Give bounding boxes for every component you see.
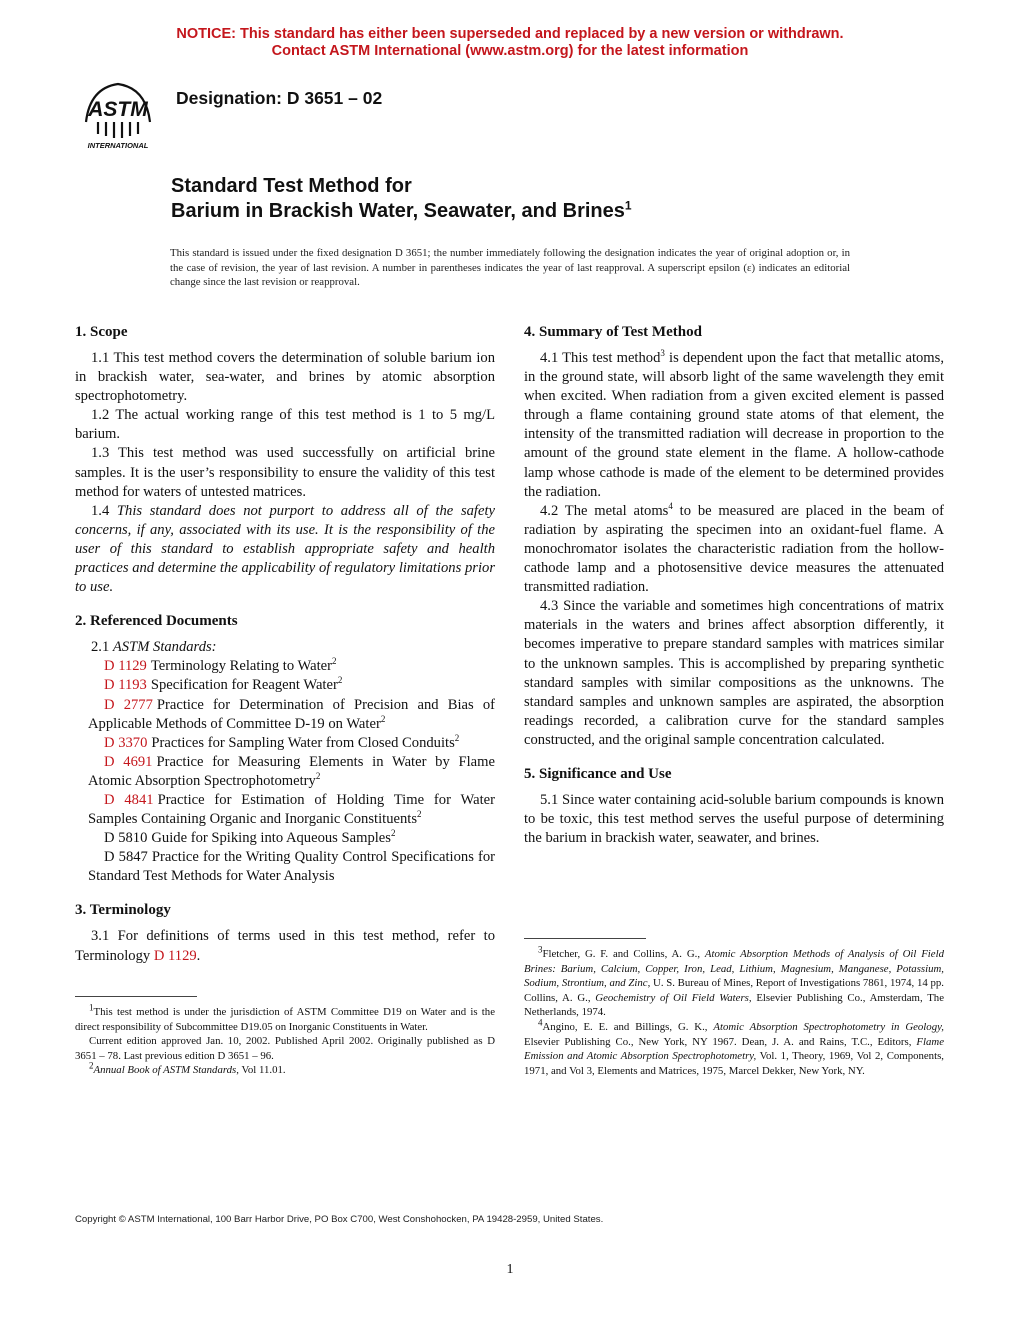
- right-column: [524, 322, 945, 1077]
- footnote-divider: [524, 938, 646, 939]
- footnote-text: Elsevier Publishing Co., New York, NY 1967. Dean, J. A. and Rains, T.C., Editors,: [524, 1035, 917, 1048]
- reference-code: D 5810: [104, 830, 148, 847]
- footnote-ref[interactable]: 4: [668, 500, 673, 511]
- paragraph: 4.3 Since the variable and sometimes high concentrations of matrix materials in the waters and brines affect absorption differently, it becomes imperative to prepare standard samples with matrices similar to the unknown samples. This is accomplished by preparing synthetic standard samples with similar compositions as the unknowns. The standard samples and unknown samples are aspirated, the absorption readings recorded, a calibration curve for the standard samples constructed, and the original sample concentration calculated.: [524, 598, 944, 748]
- section-heading: 4. Summary of Test Method: [524, 324, 702, 340]
- page-number: 1: [506, 1262, 514, 1277]
- reference-item: [75, 791, 495, 829]
- footnote: [524, 944, 944, 1020]
- notice-line-2: Contact ASTM International (www.astm.org) for the latest information: [271, 43, 749, 59]
- paragraph: [75, 502, 495, 597]
- title-footnote-ref[interactable]: 1: [624, 198, 632, 213]
- reference-code[interactable]: D 4841: [104, 791, 154, 808]
- section-heading: 2. Referenced Documents: [75, 613, 238, 630]
- reference-code[interactable]: D 1193: [104, 677, 147, 694]
- footnote: [75, 1002, 495, 1034]
- footnote-text: , Vol 11.01.: [236, 1064, 286, 1077]
- paragraph: [75, 927, 495, 965]
- section-heading: 1. Scope: [75, 324, 128, 340]
- footnote-italic: Atomic Absorption Spectrophotometry in Geology,: [713, 1020, 944, 1033]
- footnote-ref[interactable]: 2: [331, 656, 337, 667]
- paragraph: [524, 349, 944, 502]
- reference-item: [75, 657, 495, 676]
- footnote-ref[interactable]: 2: [315, 771, 321, 782]
- footnote-ref[interactable]: 2: [380, 713, 386, 724]
- footnote-text: Angino, E. E. and Billings, G. K.,: [542, 1020, 714, 1033]
- title-line-1: Standard Test Method for: [171, 175, 412, 197]
- paragraph: 1.3 This test method was used successfully on artificial brine samples. It is the user’s responsibility to ensure the validity of this test method for waters of untested matrices.: [75, 445, 495, 500]
- section-referenced-documents: [75, 611, 495, 886]
- paragraph: [524, 502, 944, 597]
- designation: Designation: D 3651 – 02: [176, 88, 383, 108]
- reference-item: [75, 734, 495, 753]
- paragraph-number: 2.1: [91, 639, 113, 656]
- footnotes-right: [524, 938, 944, 1078]
- footnote-divider: [75, 996, 197, 997]
- footnote-text: This test method is under the jurisdiction of ASTM Committee D19 on Water and is the direct responsibility of Subcommittee D19.05 on Inorganic Constituents in Water.: [75, 1006, 495, 1033]
- paragraph: 1.2 The actual working range of this test method is 1 to 5 mg/L barium.: [75, 407, 495, 443]
- footnotes-left: [75, 996, 495, 1078]
- reference-title: Terminology Relating to Water: [150, 658, 332, 675]
- title-line-2: [171, 199, 632, 224]
- document-title: [171, 174, 632, 224]
- footnote-number: 4: [538, 1017, 543, 1028]
- reference-code[interactable]: D 1129: [104, 658, 147, 675]
- paragraph-text: 3.1 For definitions of terms used in this test method, refer to Terminology: [75, 928, 495, 964]
- footnote-italic: Atomic Absorption Methods of Analysis of Oil Field Brines: Barium, Calcium, Copper, Iron, Lead, Lithium, Magnesium, Manganese, Potassium, Sodium, Strontium, and Zinc,: [524, 948, 944, 990]
- footnote-ref[interactable]: 2: [390, 828, 396, 839]
- copyright-line: Copyright © ASTM International, 100 Barr Harbor Drive, PO Box C700, West Conshohocken, PA 19428-2959, United States.: [75, 1214, 604, 1225]
- paragraph: 5.1 Since water containing acid-soluble barium compounds is known to be toxic, this test method serves the useful purpose of determining the barium in brackish water, seawater, and brines.: [524, 791, 944, 847]
- footnote-italic: Annual Book of ASTM Standards: [93, 1064, 237, 1077]
- section-terminology: [75, 900, 495, 965]
- footnote-text: Elsevier Publishing Co., Amsterdam, The Netherlands, 1974.: [524, 991, 944, 1019]
- section-significance: [524, 764, 944, 848]
- footnote-number: 3: [538, 944, 543, 955]
- astm-logo: [72, 76, 164, 152]
- reference-title: Practice for Measuring Elements in Water by Flame Atomic Absorption Spectrophotometry: [88, 753, 495, 789]
- reference-code[interactable]: D 3370: [104, 734, 148, 751]
- footnote-number: 1: [89, 1002, 94, 1013]
- section-heading: 5. Significance and Use: [524, 765, 672, 782]
- reference-title: Specification for Reagent Water: [150, 677, 338, 694]
- paragraph-text: 4.1 This test method: [540, 350, 661, 366]
- footnote-ref[interactable]: 3: [660, 348, 665, 359]
- reference-item: [75, 829, 495, 848]
- footnote-number: 2: [89, 1060, 94, 1071]
- reference-code: D 5847: [104, 849, 148, 866]
- subsection-title: ASTM Standards:: [112, 639, 217, 656]
- footnote-ref[interactable]: 2: [454, 732, 460, 743]
- safety-statement: This standard does not purport to address all of the safety concerns, if any, associated with its use. It is the responsibility of the user of this standard to establish appropriate safety and health practices and determine the applicability of regulatory limitations prior to use.: [75, 502, 495, 596]
- reference-title: Practice for the Writing Quality Control Specifications for Standard Test Methods for Water Analysis: [88, 849, 495, 885]
- paragraph-end: .: [196, 947, 201, 964]
- reference-title: Practice for Estimation of Holding Time for Water Samples Containing Organic and Inorganic Constituents: [88, 791, 495, 828]
- footnote: [75, 1060, 495, 1078]
- footnote-italic: Geochemistry of Oil Field Waters,: [595, 991, 752, 1004]
- reference-item: [75, 696, 495, 734]
- logo-text: ASTM: [88, 98, 148, 121]
- reference-item: [75, 848, 495, 886]
- section-heading: 3. Terminology: [75, 902, 171, 919]
- paragraph-text: 4.2 The metal atoms: [540, 502, 669, 519]
- footnote-ref[interactable]: 2: [417, 809, 422, 820]
- reference-title: Guide for Spiking into Aqueous Samples: [151, 830, 391, 847]
- withdrawal-notice: [0, 26, 1020, 60]
- notice-line-1: NOTICE: This standard has either been superseded and replaced by a new version or withdrawn.: [176, 26, 844, 42]
- footnote: [524, 1017, 944, 1078]
- footnote-text: U. S. Bureau of Mines, Report of Investigations 7861, 1974, 14 pp. Collins, A. G.,: [524, 977, 944, 1004]
- reference-item: [75, 753, 495, 791]
- footnote-italic: Flame Emission and Atomic Absorption Spectrophotometry,: [524, 1035, 944, 1063]
- footnote: Current edition approved Jan. 10, 2002. Published April 2002. Originally published as D 3651 – 78. Last previous edition D 3651 – 96.: [75, 1035, 495, 1062]
- left-column: [75, 322, 495, 1077]
- footnote-ref[interactable]: 2: [337, 675, 343, 686]
- reference-list: [75, 657, 495, 886]
- logo-subtext: INTERNATIONAL: [87, 141, 149, 150]
- paragraph-text: to be measured are placed in the beam of radiation by aspirating the specimen into an oxidant-fuel flame. A monochromator isolates the characteristic radiation from the hollow-cathode lamp and a photosensitive device measures the attenuated transmitted radiation.: [524, 502, 945, 596]
- issuance-note: This standard is issued under the fixed designation D 3651; the number immediately following the designation indicates the year of original adoption or, in the case of revision, the year of last revision. A number in parentheses indicates the year of last reapproval. A superscript epsilon (ε) indicates an editorial change since the last revision or reapproval.: [170, 247, 850, 288]
- reference-code[interactable]: D 2777: [104, 696, 153, 713]
- paragraph: [75, 638, 495, 657]
- title-main: Barium in Brackish Water, Seawater, and Brines: [171, 200, 625, 222]
- footnote-text: Fletcher, G. F. and Collins, A. G.,: [542, 948, 705, 960]
- reference-title: Practices for Sampling Water from Closed Conduits: [151, 734, 455, 751]
- reference-code[interactable]: D 4691: [104, 753, 153, 770]
- reference-link-d1129[interactable]: D 1129: [153, 947, 197, 964]
- paragraph-text: is dependent upon the fact that metallic atoms, in the ground state, will absorb light of the same wavelength they emit when excited. When radiation from a given excited element is passed through a flame containing ground state atoms of that element, the intensity of the transmitted radiation will decrease in proportion to the amount of the ground state element in the flame. A hollow-cathode lamp whose cathode is made of the element to be determined provides the radiation.: [524, 350, 944, 500]
- section-scope: [75, 322, 495, 597]
- section-summary: [524, 322, 944, 750]
- reference-item: [75, 676, 495, 695]
- paragraph: 1.1 This test method covers the determination of soluble barium ion in brackish water, sea-water, and brines by atomic absorption spectrophotometry.: [75, 350, 495, 405]
- paragraph-number: 1.4: [91, 502, 117, 519]
- reference-title: Practice for Determination of Precision and Bias of Applicable Methods of Committee D-19 on Water: [88, 696, 495, 732]
- footnote-text: Vol. 1, Theory, 1969, Vol 2, Components, 1971, and Vol 3, Elements and Matrices, 1975, Marcel Dekker, New York, NY.: [524, 1050, 944, 1077]
